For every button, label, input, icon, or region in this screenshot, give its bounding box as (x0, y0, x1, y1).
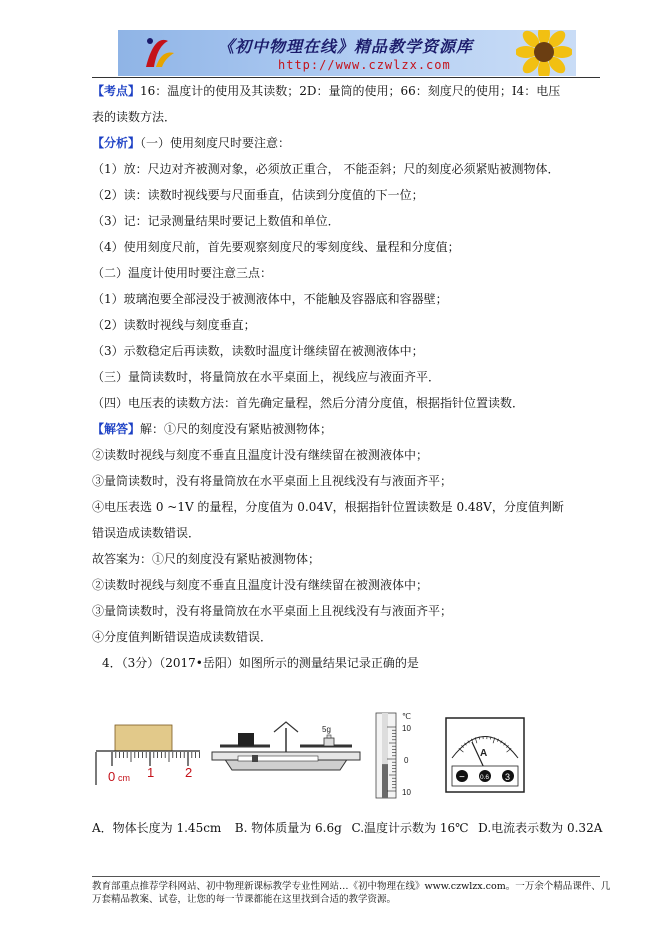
ruler-label-1: 1 (147, 765, 155, 780)
text-line: ④分度值判断错误造成读数错误． (92, 630, 273, 644)
ammeter-symbol: A (480, 748, 488, 759)
footer-divider (92, 876, 600, 877)
banner-url: http://www.czwlzx.com (278, 58, 451, 72)
banner-title: 《初中物理在线》精品教学资源库 (218, 37, 474, 56)
thermometer-label-bottom: 10 (402, 788, 411, 797)
footer-text: 教育部重点推荐学科网站、初中物理新课标教学专业性网站…《初中物理在线》www.czwlzx.com。一万余个精品课件、几万套精品教案、试卷，让您的每一节课都能在这里找到合适的教学资源。 (92, 881, 611, 905)
balance-figure (212, 722, 360, 770)
weight-knob (327, 735, 331, 738)
text-line: （3）示数稳定后再读数，读数时温度计继续留在被测液体中； (92, 344, 424, 358)
option-c: C.温度计示数为 16℃ (351, 821, 469, 835)
answer-options (92, 819, 604, 836)
text-line: 【解答】解：①尺的刻度没有紧贴被测物体； (92, 422, 333, 436)
thermometer-label-zero: 0 (404, 756, 409, 765)
text-line: （1）放：尺边对齐被测对象，必须放正重合， 不能歪斜；尺的刻度必须紧贴被测物体． (92, 162, 560, 176)
balance-scale-bar (238, 756, 318, 761)
terminal-negative-label: − (459, 772, 465, 783)
ruler-figure (96, 725, 200, 785)
thermometer-unit: ℃ (402, 712, 411, 721)
text-line: （二）温度计使用时要注意三点： (92, 266, 273, 280)
option-d: D.电流表示数为 0.32A (478, 821, 603, 835)
text-line: 故答案为：①尺的刻度没有紧贴被测物体； (92, 552, 321, 566)
weight-label: 5g (322, 725, 331, 734)
question-stem: 4．（3分）（2017•岳阳）如图所示的测量结果记录正确的是 (102, 656, 419, 670)
object-block (238, 733, 254, 746)
ruler-label-0: 0 (108, 769, 116, 784)
ruler-ticks (112, 752, 199, 766)
text-line: 【分析】（一）使用刻度尺时要注意： (92, 136, 291, 150)
text-line: ④电压表选 0 ~1V 的量程，分度值为 0.04V，根据指针位置读数是 0.48V，分度值判断 (92, 500, 564, 514)
wooden-block (115, 725, 172, 751)
option-a: A．物体长度为 1.45cm (92, 821, 222, 835)
text-line: （4）使用刻度尺前，首先要观察刻度尺的零刻度线、量程和分度值； (92, 240, 460, 254)
text-line: ③量筒读数时，没有将量筒放在水平桌面上且视线没有与液面齐平； (92, 604, 453, 618)
terminal-3-label: 3 (505, 772, 511, 782)
weight (324, 738, 334, 746)
text-line: （2）读数时视线与刻度垂直； (92, 318, 256, 332)
text-line: （三）量筒读数时，将量筒放在水平桌面上，视线应与液面齐平． (92, 370, 441, 384)
text-line: ③量筒读数时，没有将量筒放在水平桌面上且视线没有与液面齐平； (92, 474, 453, 488)
thermometer-figure (376, 712, 411, 798)
option-b: B. 物体质量为 6.6g (234, 821, 342, 835)
ruler-unit: cm (118, 773, 130, 783)
text-line: （2）读：读数时视线要与尺面垂直，估读到分度值的下一位； (92, 188, 424, 202)
text-line: 错误造成读数错误． (92, 526, 201, 540)
text-line: （四）电压表的读数方法：首先确定量程，然后分清分度值，根据指针位置读数． (92, 396, 525, 410)
ammeter-figure (446, 718, 524, 792)
thermometer-liquid (382, 764, 388, 798)
terminal-0-6-label: 0.6 (480, 774, 490, 781)
balance-rider (252, 755, 258, 762)
text-line: （3）记：记录测量结果时要记上数值和单位． (92, 214, 340, 228)
thermometer-label-top: 10 (402, 724, 411, 733)
ruler-label-2: 2 (185, 765, 193, 780)
text-line: 表的读数方法． (92, 110, 177, 124)
text-line: 【考点】16：温度计的使用及其读数；2D：量筒的使用；66：刻度尺的使用；I4：电压 (92, 84, 561, 98)
text-line: ②读数时视线与刻度不垂直且温度计没有继续留在被测液体中； (92, 578, 429, 592)
text-line: （1）玻璃泡要全部浸没于被测液体中，不能触及容器底和容器壁； (92, 292, 448, 306)
text-line: ②读数时视线与刻度不垂直且温度计没有继续留在被测液体中； (92, 448, 429, 462)
